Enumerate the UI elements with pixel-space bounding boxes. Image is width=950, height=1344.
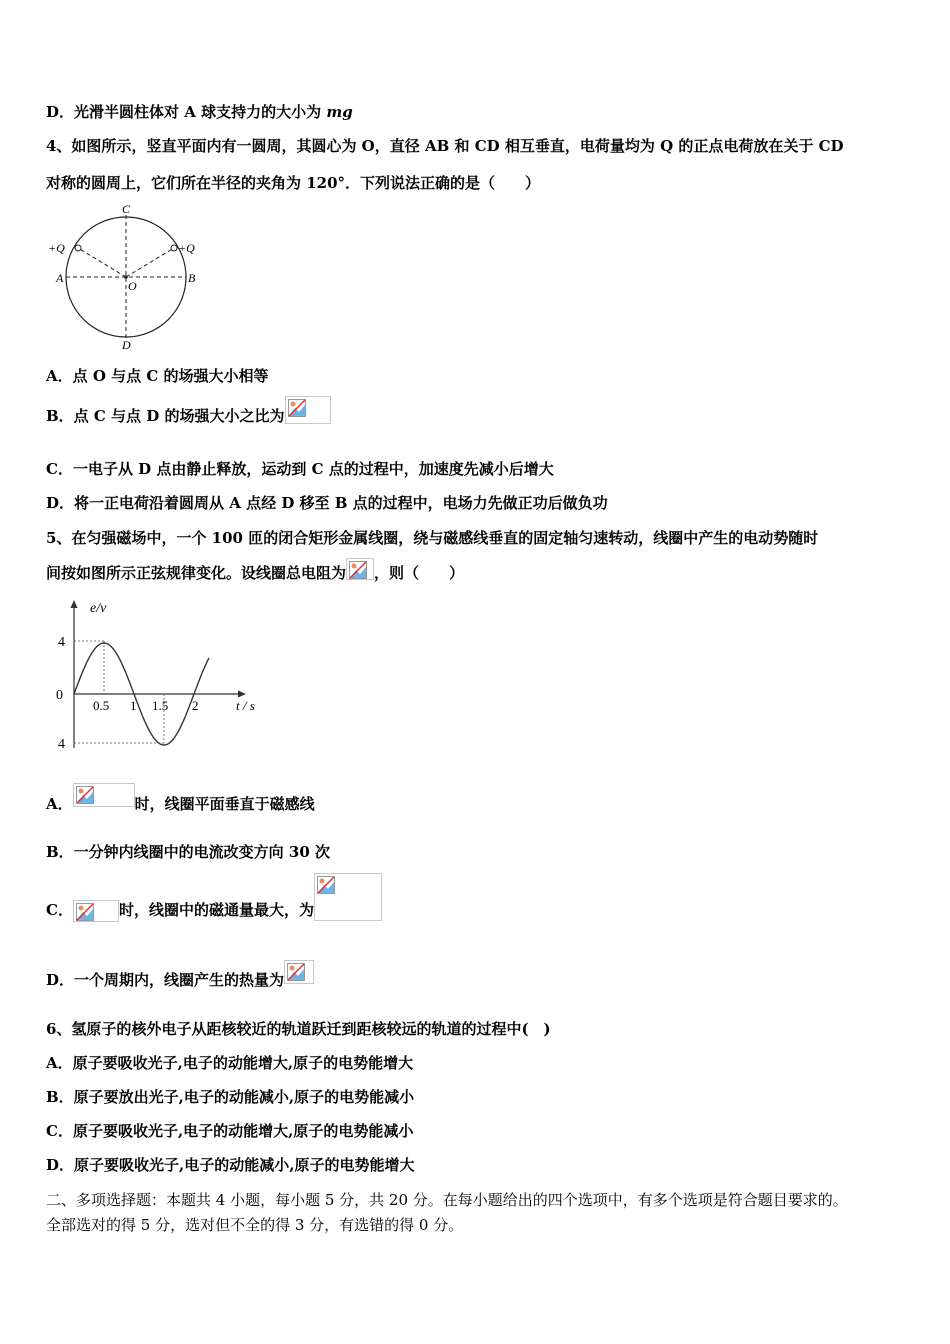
q6-option-a: A．原子要吸收光子,电子的动能增大,原子的电势能增大 xyxy=(46,1054,414,1072)
y-axis-arrow xyxy=(71,600,78,608)
q5-option-c xyxy=(46,900,382,922)
q5-option-a xyxy=(46,794,315,814)
x-tick-1-5: 1.5 xyxy=(152,698,169,713)
broken-formula-image-icon xyxy=(285,396,331,424)
label-left-charge: +Q xyxy=(48,241,65,255)
radius-left xyxy=(78,248,126,277)
label-c: C xyxy=(122,203,131,216)
y-tick-bottom: 4 xyxy=(58,737,65,752)
q3-option-d-math: mg xyxy=(326,103,353,121)
q4-option-a: A．点 O 与点 C 的场强大小相等 xyxy=(46,367,269,385)
q4-option-c: C．一电子从 D 点由静止释放，运动到 C 点的过程中，加速度先减小后增大 xyxy=(46,460,554,478)
broken-formula-image-icon xyxy=(284,960,314,984)
label-b: B xyxy=(188,271,196,285)
q4-stem-line1: 4、如图所示，竖直平面内有一圆周，其圆心为 O，直径 AB 和 CD 相互垂直，电荷量均为 Q 的正点电荷放在关于 CD xyxy=(46,137,844,155)
broken-formula-image-icon xyxy=(314,873,382,921)
graph-ylabel: e/v xyxy=(90,601,107,616)
section2-line1: 二、多项选择题：本题共 4 小题，每小题 5 分，共 20 分。在每小题给出的四个选项中，有多个选项是符合题目要求的。 xyxy=(46,1191,848,1209)
broken-formula-image-icon xyxy=(73,783,135,807)
label-right-charge: +Q xyxy=(178,241,195,255)
section2-line2: 全部选对的得 5 分，选对但不全的得 3 分，有选错的得 0 分。 xyxy=(46,1216,464,1234)
x-tick-0-5: 0.5 xyxy=(93,698,110,713)
q4-stem-line2: 对称的圆周上，它们所在半径的夹角为 120°．下列说法正确的是（ ） xyxy=(46,174,541,192)
right-charge-dot xyxy=(171,245,177,251)
q5-sine-graph xyxy=(46,598,271,758)
q5-option-a-label: A． xyxy=(46,795,73,813)
q5-option-c-label: C． xyxy=(46,901,73,919)
x-tick-2: 2 xyxy=(192,698,199,713)
q6-option-b: B．原子要放出光子,电子的动能减小,原子的电势能减小 xyxy=(46,1088,415,1106)
x-tick-1: 1 xyxy=(130,698,137,713)
q5-stem-line1: 5、在匀强磁场中，一个 100 匝的闭合矩形金属线圈，绕与磁感线垂直的固定轴匀速转动，线圈中产生的电动势随时 xyxy=(46,529,819,547)
q6-stem: 6、氢原子的核外电子从距核较近的轨道跃迁到距核较远的轨道的过程中( ) xyxy=(46,1020,551,1038)
q4-circle-figure xyxy=(46,203,206,351)
q3-option-d xyxy=(46,102,353,122)
q6-option-d: D．原子要吸收光子,电子的动能减小,原子的电势能增大 xyxy=(46,1156,415,1174)
broken-formula-image-icon xyxy=(73,900,119,922)
left-charge-dot xyxy=(75,245,81,251)
x-axis-arrow xyxy=(238,691,246,698)
label-d: D xyxy=(122,338,131,351)
q5-option-d-text: D．一个周期内，线圈产生的热量为 xyxy=(46,971,285,989)
q6-option-c: C．原子要吸收光子,电子的动能增大,原子的电势能减小 xyxy=(46,1122,414,1140)
q3-option-d-text: 光滑半圆柱体对 A 球支持力的大小为 xyxy=(74,103,327,121)
radius-right xyxy=(126,248,174,277)
y-tick-zero: 0 xyxy=(56,688,63,703)
q5-option-a-text: 时，线圈平面垂直于磁感线 xyxy=(134,795,315,813)
y-tick-top: 4 xyxy=(58,635,65,650)
q5-stem-line2a: 间按如图所示正弦规律变化。设线圈总电阻为 xyxy=(46,564,347,582)
label-a: A xyxy=(56,271,64,285)
q5-stem-line2b: ，则（ ） xyxy=(374,564,465,582)
q5-option-d xyxy=(46,970,314,990)
broken-formula-image-icon xyxy=(346,558,374,580)
q4-option-b xyxy=(46,406,331,426)
graph-xlabel: t / s xyxy=(236,698,255,713)
q5-option-b: B．一分钟内线圈中的电流改变方向 30 次 xyxy=(46,843,330,861)
q5-stem-line2 xyxy=(46,563,464,583)
label-o: O xyxy=(128,279,137,293)
q3-option-d-label: D． xyxy=(46,103,75,121)
q4-option-b-text: B．点 C 与点 D 的场强大小之比为 xyxy=(46,407,285,425)
q4-option-d: D．将一正电荷沿着圆周从 A 点经 D 移至 B 点的过程中，电场力先做正功后做负功 xyxy=(46,494,608,512)
q5-option-c-text: 时，线圈中的磁通量最大，为 xyxy=(118,901,314,919)
